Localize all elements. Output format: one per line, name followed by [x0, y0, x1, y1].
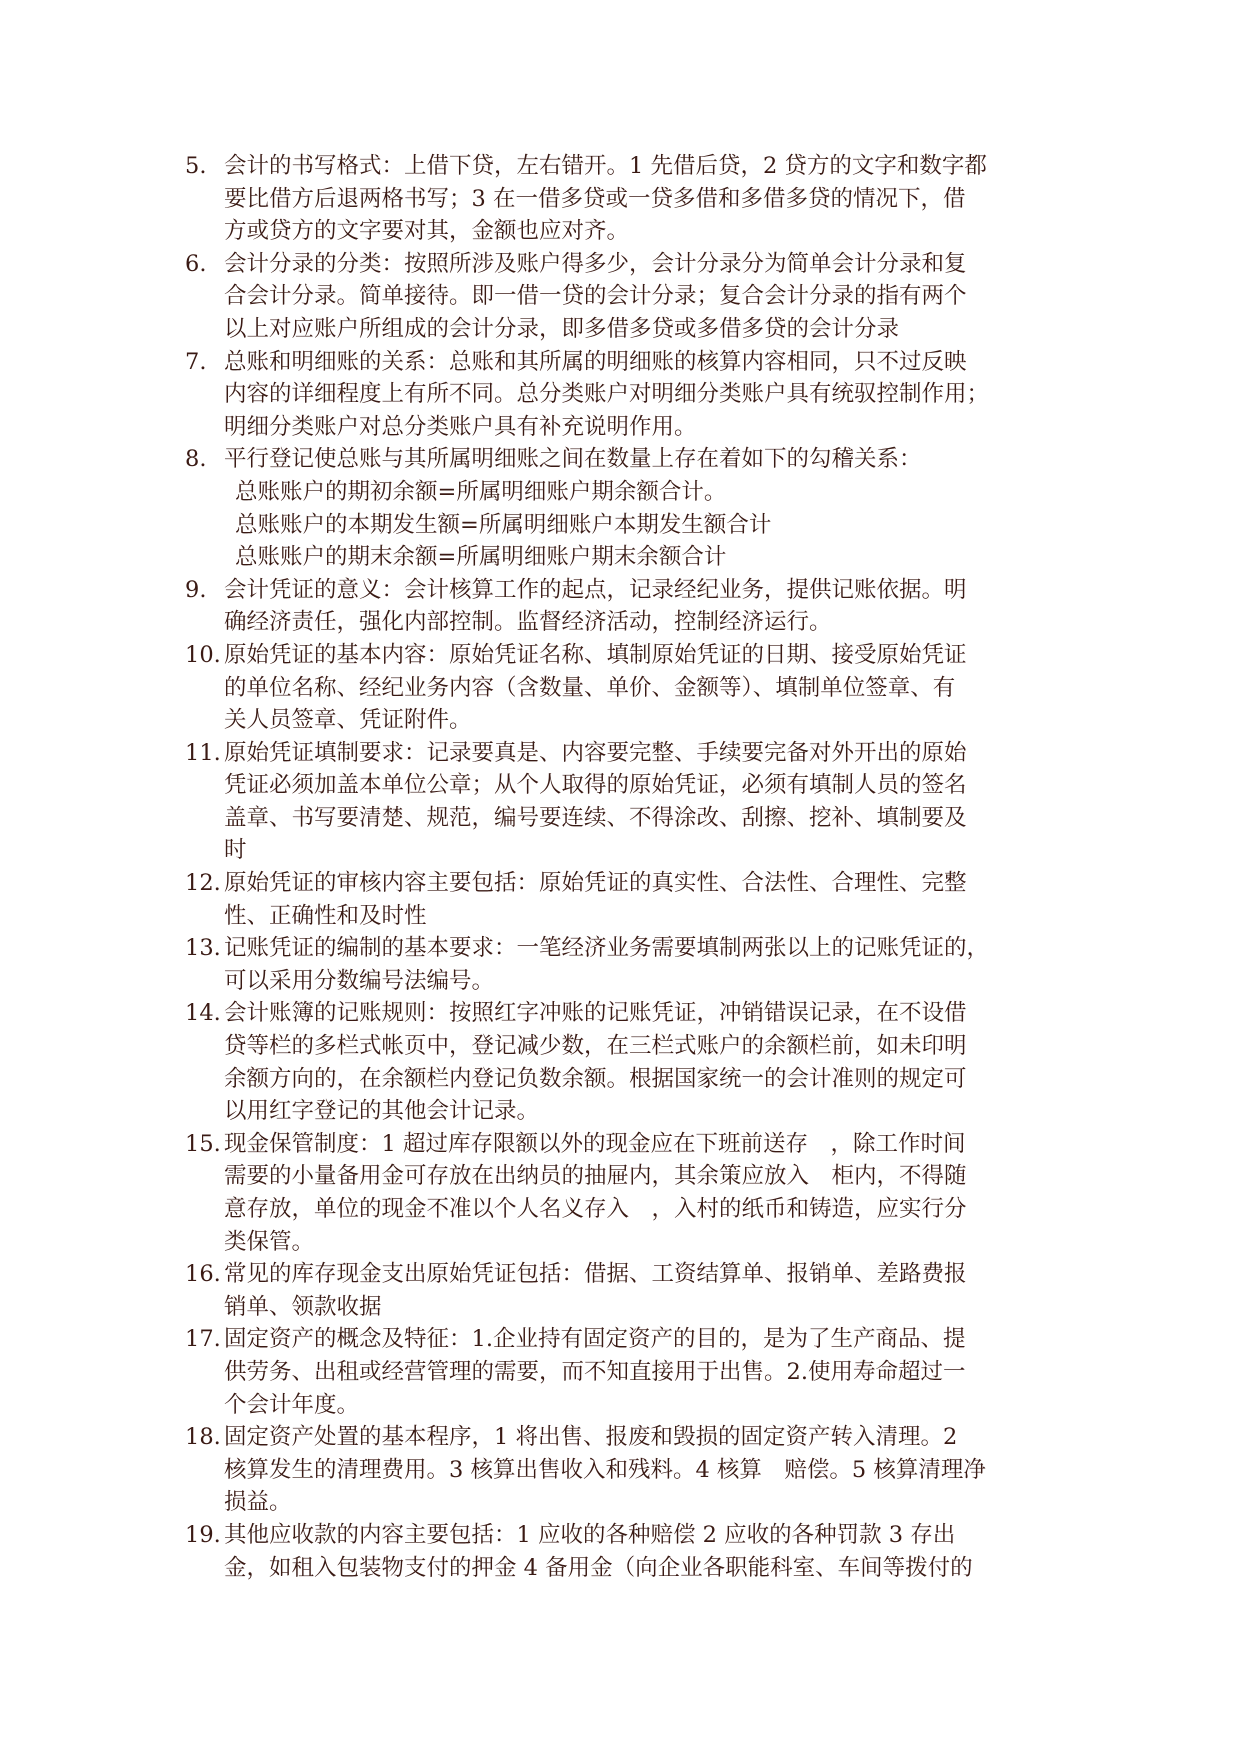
item-number: 16. — [185, 1261, 221, 1288]
item-text-line: 贷等栏的多栏式帐页中，登记减少数，在三栏式账户的余额栏前，如未印明 — [224, 1033, 967, 1060]
item-subline: 总账账户的本期发生额=所属明细账户本期发生额合计 — [235, 511, 772, 538]
item-subline: 总账账户的期末余额=所属明细账户期末余额合计 — [235, 544, 727, 571]
item-text-line: 凭证必须加盖本单位公章；从个人取得的原始凭证，必须有填制人员的签名 — [224, 772, 967, 799]
item-number: 17. — [185, 1326, 221, 1353]
item-text-line: 意存放，单位的现金不准以个人名义存入 ，入村的纸币和铸造，应实行分 — [224, 1196, 967, 1222]
item-number: 13. — [185, 935, 221, 962]
item-number: 8. — [185, 446, 207, 473]
item-text-line: 明细分类账户对总分类账户具有补充说明作用。 — [224, 413, 697, 440]
item-text-line: 核算发生的清理费用。3 核算出售收入和残料。4 核算 赔偿。5 核算清理净 — [224, 1456, 986, 1483]
item-text-line: 要比借方后退两格书写；3 在一借多贷或一贷多借和多借多贷的情况下，借 — [224, 185, 966, 212]
item-text-line: 内容的详细程度上有所不同。总分类账户对明细分类账户具有统驭控制作用； — [224, 381, 990, 408]
item-number: 12. — [185, 870, 221, 897]
list-item — [185, 1519, 1055, 1584]
item-subline: 总账账户的期初余额=所属明细账户期余额合计。 — [235, 478, 727, 505]
item-text-line: 固定资产处置的基本程序，1 将出售、报废和毁损的固定资产转入清理。2 — [224, 1424, 958, 1451]
item-text-line: 金，如租入包装物支付的押金 4 备用金（向企业各职能科室、车间等拨付的 — [224, 1554, 973, 1581]
list-item — [185, 1128, 1055, 1258]
item-number: 15. — [185, 1130, 221, 1157]
item-text-line: 记账凭证的编制的基本要求：一笔经济业务需要填制两张以上的记账凭证的， — [224, 935, 990, 962]
item-text-line: 总账和明细账的关系：总账和其所属的明细账的核算内容相同，只不过反映 — [224, 348, 967, 375]
list-item — [185, 1258, 1055, 1323]
item-text-line: 其他应收款的内容主要包括：1 应收的各种赔偿 2 应收的各种罚款 3 存出 — [224, 1521, 956, 1548]
item-number: 10. — [185, 641, 221, 668]
list-item — [185, 248, 1055, 346]
item-number: 9. — [185, 576, 207, 603]
item-text-line: 以用红字登记的其他会计记录。 — [224, 1098, 540, 1125]
item-text-line: 原始凭证的基本内容：原始凭证名称、填制原始凭证的日期、接受原始凭证 — [224, 641, 967, 668]
item-text-line: 固定资产的概念及特征：1.企业持有固定资产的目的，是为了生产商品、提 — [224, 1326, 966, 1353]
item-text-line: 原始凭证填制要求：记录要真是、内容要完整、手续要完备对外开出的原始 — [224, 739, 967, 766]
item-text-line: 性、正确性和及时性 — [224, 902, 427, 929]
item-text-line: 会计的书写格式：上借下贷，左右错开。1 先借后贷，2 贷方的文字和数字都 — [224, 153, 987, 179]
item-text-line: 销单、领款收据 — [224, 1293, 382, 1320]
list-item — [185, 997, 1055, 1127]
item-text-line: 现金保管制度：1 超过库存限额以外的现金应在下班前送存 ，除工作时间 — [224, 1130, 966, 1157]
item-text-line: 需要的小量备用金可存放在出纳员的抽屉内，其余策应放入 柜内，不得随 — [224, 1163, 967, 1190]
item-text-line: 的单位名称、经纪业务内容（含数量、单价、金额等）、填制单位签章、有 — [224, 674, 956, 701]
list-item — [185, 867, 1055, 932]
item-number: 19. — [185, 1521, 221, 1548]
item-text-line: 确经济责任，强化内部控制。监督经济活动，控制经济运行。 — [224, 609, 832, 636]
item-number: 7. — [185, 348, 207, 375]
item-number: 6. — [185, 250, 207, 277]
list-item — [185, 932, 1055, 997]
item-text-line: 类保管。 — [224, 1228, 315, 1255]
item-text-line: 余额方向的，在余额栏内登记负数余额。根据国家统一的会计准则的规定可 — [224, 1065, 967, 1092]
item-text-line: 会计凭证的意义：会计核算工作的起点，记录经纪业务，提供记账依据。明 — [224, 576, 967, 603]
list-item — [185, 150, 1055, 248]
list-item — [185, 639, 1055, 737]
item-text-line: 方或贷方的文字要对其，金额也应对齐。 — [224, 218, 630, 245]
document-body — [185, 150, 1055, 1584]
item-text-line: 合会计分录。简单接待。即一借一贷的会计分录；复合会计分录的指有两个 — [224, 283, 967, 310]
list-item — [185, 574, 1055, 639]
item-text-line: 可以采用分数编号法编号。 — [224, 967, 495, 994]
item-number: 18. — [185, 1424, 221, 1451]
item-text-line: 盖章、书写要清楚、规范，编号要连续、不得涂改、刮擦、挖补、填制要及 — [224, 804, 967, 831]
item-number: 14. — [185, 1000, 221, 1027]
item-text-line: 会计分录的分类：按照所涉及账户得多少，会计分录分为简单会计分录和复 — [224, 250, 967, 277]
list-item — [185, 346, 1055, 444]
list-item — [185, 443, 1055, 573]
item-text-line: 时 — [224, 837, 247, 864]
item-text-line: 以上对应账户所组成的会计分录，即多借多贷或多借多贷的会计分录 — [224, 315, 900, 342]
list-item — [185, 1323, 1055, 1421]
item-text-line: 原始凭证的审核内容主要包括：原始凭证的真实性、合法性、合理性、完整 — [224, 870, 967, 897]
item-number: 11. — [185, 739, 221, 766]
item-text-line: 关人员签章、凭证附件。 — [224, 707, 472, 734]
list-item — [185, 1421, 1055, 1519]
item-number: 5. — [185, 153, 207, 179]
item-text-line: 常见的库存现金支出原始凭证包括：借据、工资结算单、报销单、差路费报 — [224, 1261, 967, 1288]
item-text-line: 损益。 — [224, 1489, 292, 1516]
item-text-line: 供劳务、出租或经营管理的需要，而不知直接用于出售。2.使用寿命超过一 — [224, 1358, 966, 1385]
item-text-line: 会计账簿的记账规则：按照红字冲账的记账凭证，冲销错误记录，在不设借 — [224, 1000, 967, 1027]
item-text-line: 个会计年度。 — [224, 1391, 360, 1418]
item-text-line: 平行登记使总账与其所属明细账之间在数量上存在着如下的勾稽关系： — [224, 446, 922, 473]
list-item — [185, 737, 1055, 867]
